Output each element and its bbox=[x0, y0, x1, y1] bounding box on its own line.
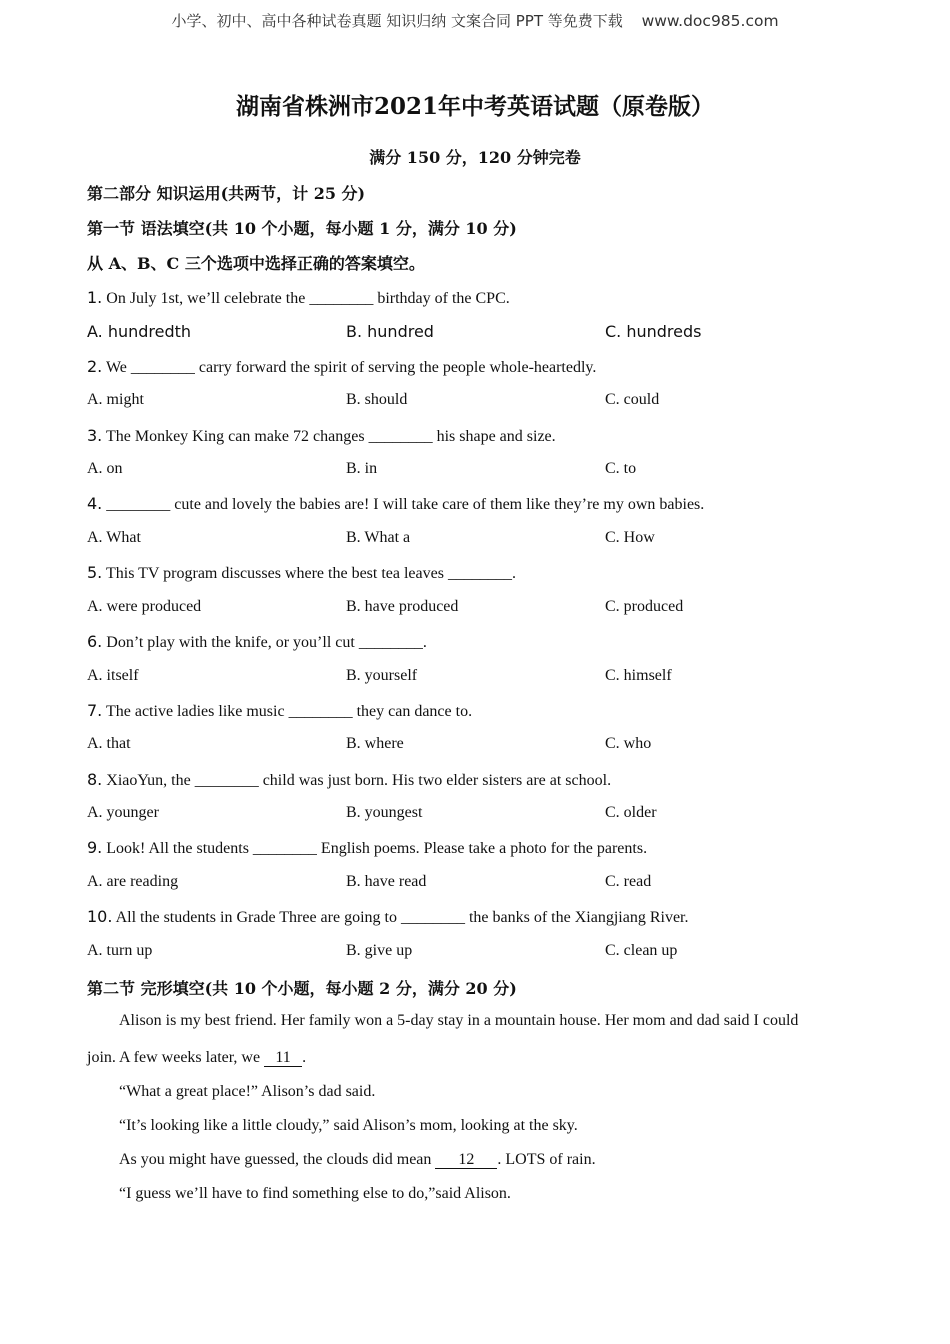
passage-line bbox=[87, 1049, 306, 1067]
question-number: 3. bbox=[87, 426, 103, 445]
page-title: 湖南省株洲市2021年中考英语试题（原卷版） bbox=[235, 93, 714, 120]
question-stem bbox=[87, 426, 556, 446]
option-a[interactable]: A. turn up bbox=[87, 942, 153, 959]
option-a[interactable]: A. on bbox=[87, 460, 123, 477]
question-stem bbox=[87, 288, 510, 308]
question-text: Look! All the students ________ English poems. Please take a photo for the parents. bbox=[102, 840, 648, 857]
question-text: Don’t play with the knife, or you’ll cut ________. bbox=[102, 634, 427, 651]
option-b[interactable]: B. have read bbox=[346, 873, 427, 890]
option-c[interactable]: C. who bbox=[605, 735, 652, 752]
passage-line: “It’s looking like a little cloudy,” said Alison’s mom, looking at the sky. bbox=[119, 1117, 578, 1134]
option-b[interactable]: B. hundred bbox=[346, 322, 434, 341]
question-options bbox=[87, 460, 887, 482]
question-options bbox=[87, 598, 887, 620]
passage-text: As you might have guessed, the clouds did mean bbox=[119, 1151, 436, 1168]
header-note-text: 小学、初中、高中各种试卷真题 知识归纳 文案合同 PPT 等免费下载 bbox=[171, 12, 623, 30]
question-text: The active ladies like music ________ they can dance to. bbox=[102, 703, 473, 720]
question-number: 8. bbox=[87, 770, 103, 789]
part2-heading: 第二部分 知识运用(共两节，计 25 分) bbox=[87, 184, 366, 203]
option-a[interactable]: A. were produced bbox=[87, 598, 202, 615]
section1-instruction: 从 A、B、C 三个选项中选择正确的答案填空。 bbox=[87, 254, 425, 273]
option-a[interactable]: A. that bbox=[87, 735, 131, 752]
question-stem bbox=[87, 357, 596, 377]
question-options bbox=[87, 391, 887, 413]
question-options bbox=[87, 529, 887, 551]
option-c[interactable]: C. produced bbox=[605, 598, 684, 615]
question-stem bbox=[87, 770, 611, 790]
question-text: This TV program discusses where the best tea leaves ________. bbox=[102, 565, 516, 582]
section1-heading: 第一节 语法填空(共 10 个小题，每小题 1 分，满分 10 分) bbox=[87, 219, 517, 238]
question-number: 6. bbox=[87, 632, 103, 651]
question-stem bbox=[87, 907, 688, 927]
question-number: 10. bbox=[87, 907, 113, 926]
blank-12[interactable]: 12 bbox=[435, 1152, 497, 1169]
question-text: The Monkey King can make 72 changes ________ his shape and size. bbox=[102, 428, 556, 445]
option-a[interactable]: A. What bbox=[87, 529, 141, 546]
question-stem bbox=[87, 701, 472, 721]
option-c[interactable]: C. How bbox=[605, 529, 655, 546]
option-c[interactable]: C. clean up bbox=[605, 942, 678, 959]
option-b[interactable]: B. yourself bbox=[346, 667, 418, 684]
question-stem bbox=[87, 838, 647, 858]
question-text: XiaoYun, the ________ child was just born. His two elder sisters are at school. bbox=[102, 772, 612, 789]
question-text: All the students in Grade Three are going to ________ the banks of the Xiangjiang River. bbox=[112, 909, 689, 926]
page-subtitle: 满分 150 分，120 分钟完卷 bbox=[369, 148, 581, 167]
option-a[interactable]: A. younger bbox=[87, 804, 159, 821]
page-header-note bbox=[0, 10, 950, 31]
option-c[interactable]: C. older bbox=[605, 804, 657, 821]
passage-text: join. A few weeks later, we bbox=[87, 1049, 265, 1066]
passage-line: “I guess we’ll have to find something else to do,”said Alison. bbox=[119, 1185, 511, 1202]
passage-text: . LOTS of rain. bbox=[497, 1151, 596, 1168]
option-b[interactable]: B. What a bbox=[346, 529, 411, 546]
header-site-link[interactable]: www.doc985.com bbox=[641, 12, 779, 30]
passage-line bbox=[119, 1151, 596, 1169]
option-b[interactable]: B. youngest bbox=[346, 804, 423, 821]
question-stem bbox=[87, 494, 704, 514]
option-a[interactable]: A. might bbox=[87, 391, 144, 408]
option-c[interactable]: C. to bbox=[605, 460, 637, 477]
passage-line: “What a great place!” Alison’s dad said. bbox=[119, 1083, 376, 1100]
passage-line: Alison is my best friend. Her family won a 5-day stay in a mountain house. Her mom and dad said I could bbox=[119, 1012, 799, 1029]
passage-text: . bbox=[302, 1049, 307, 1066]
question-number: 2. bbox=[87, 357, 103, 376]
question-text: On July 1st, we’ll celebrate the ________ birthday of the CPC. bbox=[102, 290, 510, 307]
question-options bbox=[87, 735, 887, 757]
question-stem bbox=[87, 563, 516, 583]
question-options bbox=[87, 942, 887, 964]
option-c[interactable]: C. hundreds bbox=[605, 322, 702, 341]
blank-11[interactable]: 11 bbox=[264, 1050, 302, 1067]
option-b[interactable]: B. in bbox=[346, 460, 378, 477]
option-b[interactable]: B. have produced bbox=[346, 598, 459, 615]
option-b[interactable]: B. give up bbox=[346, 942, 413, 959]
question-options bbox=[87, 322, 887, 344]
question-text: We ________ carry forward the spirit of serving the people whole-heartedly. bbox=[102, 359, 597, 376]
option-c[interactable]: C. could bbox=[605, 391, 660, 408]
section2-heading: 第二节 完形填空(共 10 个小题，每小题 2 分，满分 20 分) bbox=[87, 979, 517, 998]
question-number: 4. bbox=[87, 494, 103, 513]
question-options bbox=[87, 667, 887, 689]
question-number: 7. bbox=[87, 701, 103, 720]
option-c[interactable]: C. himself bbox=[605, 667, 672, 684]
option-a[interactable]: A. hundredth bbox=[87, 322, 192, 341]
question-number: 9. bbox=[87, 838, 103, 857]
question-text: ________ cute and lovely the babies are! I will take care of them like they’re my own babies. bbox=[102, 496, 705, 513]
option-a[interactable]: A. itself bbox=[87, 667, 139, 684]
question-number: 5. bbox=[87, 563, 103, 582]
option-b[interactable]: B. should bbox=[346, 391, 408, 408]
option-c[interactable]: C. read bbox=[605, 873, 652, 890]
question-options bbox=[87, 873, 887, 895]
question-number: 1. bbox=[87, 288, 103, 307]
option-b[interactable]: B. where bbox=[346, 735, 404, 752]
question-options bbox=[87, 804, 887, 826]
question-stem bbox=[87, 632, 427, 652]
option-a[interactable]: A. are reading bbox=[87, 873, 179, 890]
